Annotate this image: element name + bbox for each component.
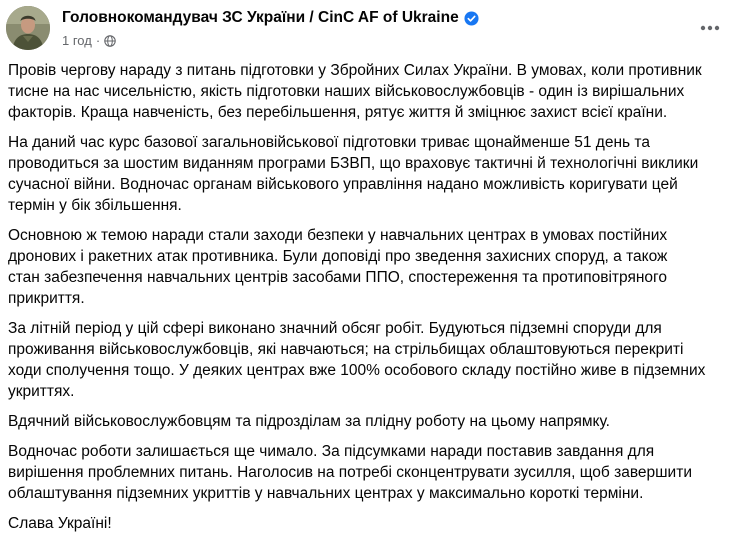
post-header bbox=[6, 6, 732, 56]
avatar-photo bbox=[6, 6, 50, 50]
post-text-line: проводиться за шостим виданням програми БЗВП, що враховує тактичні й технологічні виклики bbox=[8, 155, 699, 172]
post-text-line: Вдячний військовослужбовцям та підрозділам за плідну роботу на цьому напрямку. bbox=[8, 413, 610, 430]
post-text-line: стан забезпечення навчальних центрів засобами ППО, спостереження та протиповітряного bbox=[8, 269, 667, 286]
post-text-line: На даний час курс базової загальновійськової підготовки триває щонайменше 51 день та bbox=[8, 134, 650, 151]
post-text-line: За літній період у цій сфері виконано значний обсяг робіт. Будуються підземні споруди для bbox=[8, 320, 662, 337]
post-body bbox=[8, 60, 730, 543]
verified-badge-icon bbox=[464, 11, 479, 26]
post-text-line: ходи сполучення тощо. У деяких центрах вже 100% особового складу постійно живе в підземних bbox=[8, 362, 706, 379]
globe-icon[interactable] bbox=[104, 35, 116, 47]
post-text-line: вирішення проблемних питань. Наголосив на потребі сконцентрувати зусилля, щоб завершити bbox=[8, 464, 692, 481]
post-paragraph bbox=[8, 132, 730, 216]
post-paragraph bbox=[8, 411, 730, 432]
post-text-line: факторів. Краща навченість, без перебільшення, рятує життя й зміцнює захист всієї країни. bbox=[8, 104, 668, 121]
post-text-line: Основною ж темою наради стали заходи безпеки у навчальних центрах в умовах постійних bbox=[8, 227, 668, 244]
post-paragraph bbox=[8, 225, 730, 309]
author-line bbox=[62, 9, 479, 27]
post-paragraph bbox=[8, 60, 730, 123]
post-text-line: тисне на нас чисельністю, якість підготовки наших військовослужбовців - один із вирішальних bbox=[8, 83, 685, 100]
post-paragraph bbox=[8, 513, 730, 534]
post-text-line: проживання військовослужбовців, які навчаються; на стрільбищах облаштовуються перекриті bbox=[8, 341, 684, 358]
more-options-button[interactable] bbox=[694, 14, 726, 42]
post-meta bbox=[62, 33, 116, 48]
post-timestamp[interactable]: 1 год bbox=[62, 33, 92, 48]
avatar[interactable] bbox=[6, 6, 50, 50]
post-text-line: Провів чергову нараду з питань підготовки у Збройних Силах України. В умовах, коли противник bbox=[8, 62, 702, 79]
post-text-line: термін у бік збільшення. bbox=[8, 197, 182, 214]
meta-separator: · bbox=[95, 33, 101, 48]
post-paragraph bbox=[8, 318, 730, 402]
post-text-line: сучасної війни. Водночас органам військового управління надано можливість коригувати цей bbox=[8, 176, 678, 193]
more-options-icon bbox=[700, 25, 720, 31]
post-text-line: облаштування підземних укриттів у навчальних центрах у максимально короткі терміни. bbox=[8, 485, 644, 502]
post-text-line: укриттях. bbox=[8, 383, 75, 400]
post-text-line: дронових і ракетних атак противника. Були доповіді про зведення захисних споруд, а також bbox=[8, 248, 668, 265]
post-text-line: Слава Україні! bbox=[8, 515, 112, 532]
post-text-line: прикриття. bbox=[8, 290, 85, 307]
post-text-line: Водночас роботи залишається ще чимало. За підсумками наради поставив завдання для bbox=[8, 443, 655, 460]
author-name[interactable]: Головнокомандувач ЗС України / CinC AF of Ukraine bbox=[62, 9, 459, 26]
post-paragraph bbox=[8, 441, 730, 504]
